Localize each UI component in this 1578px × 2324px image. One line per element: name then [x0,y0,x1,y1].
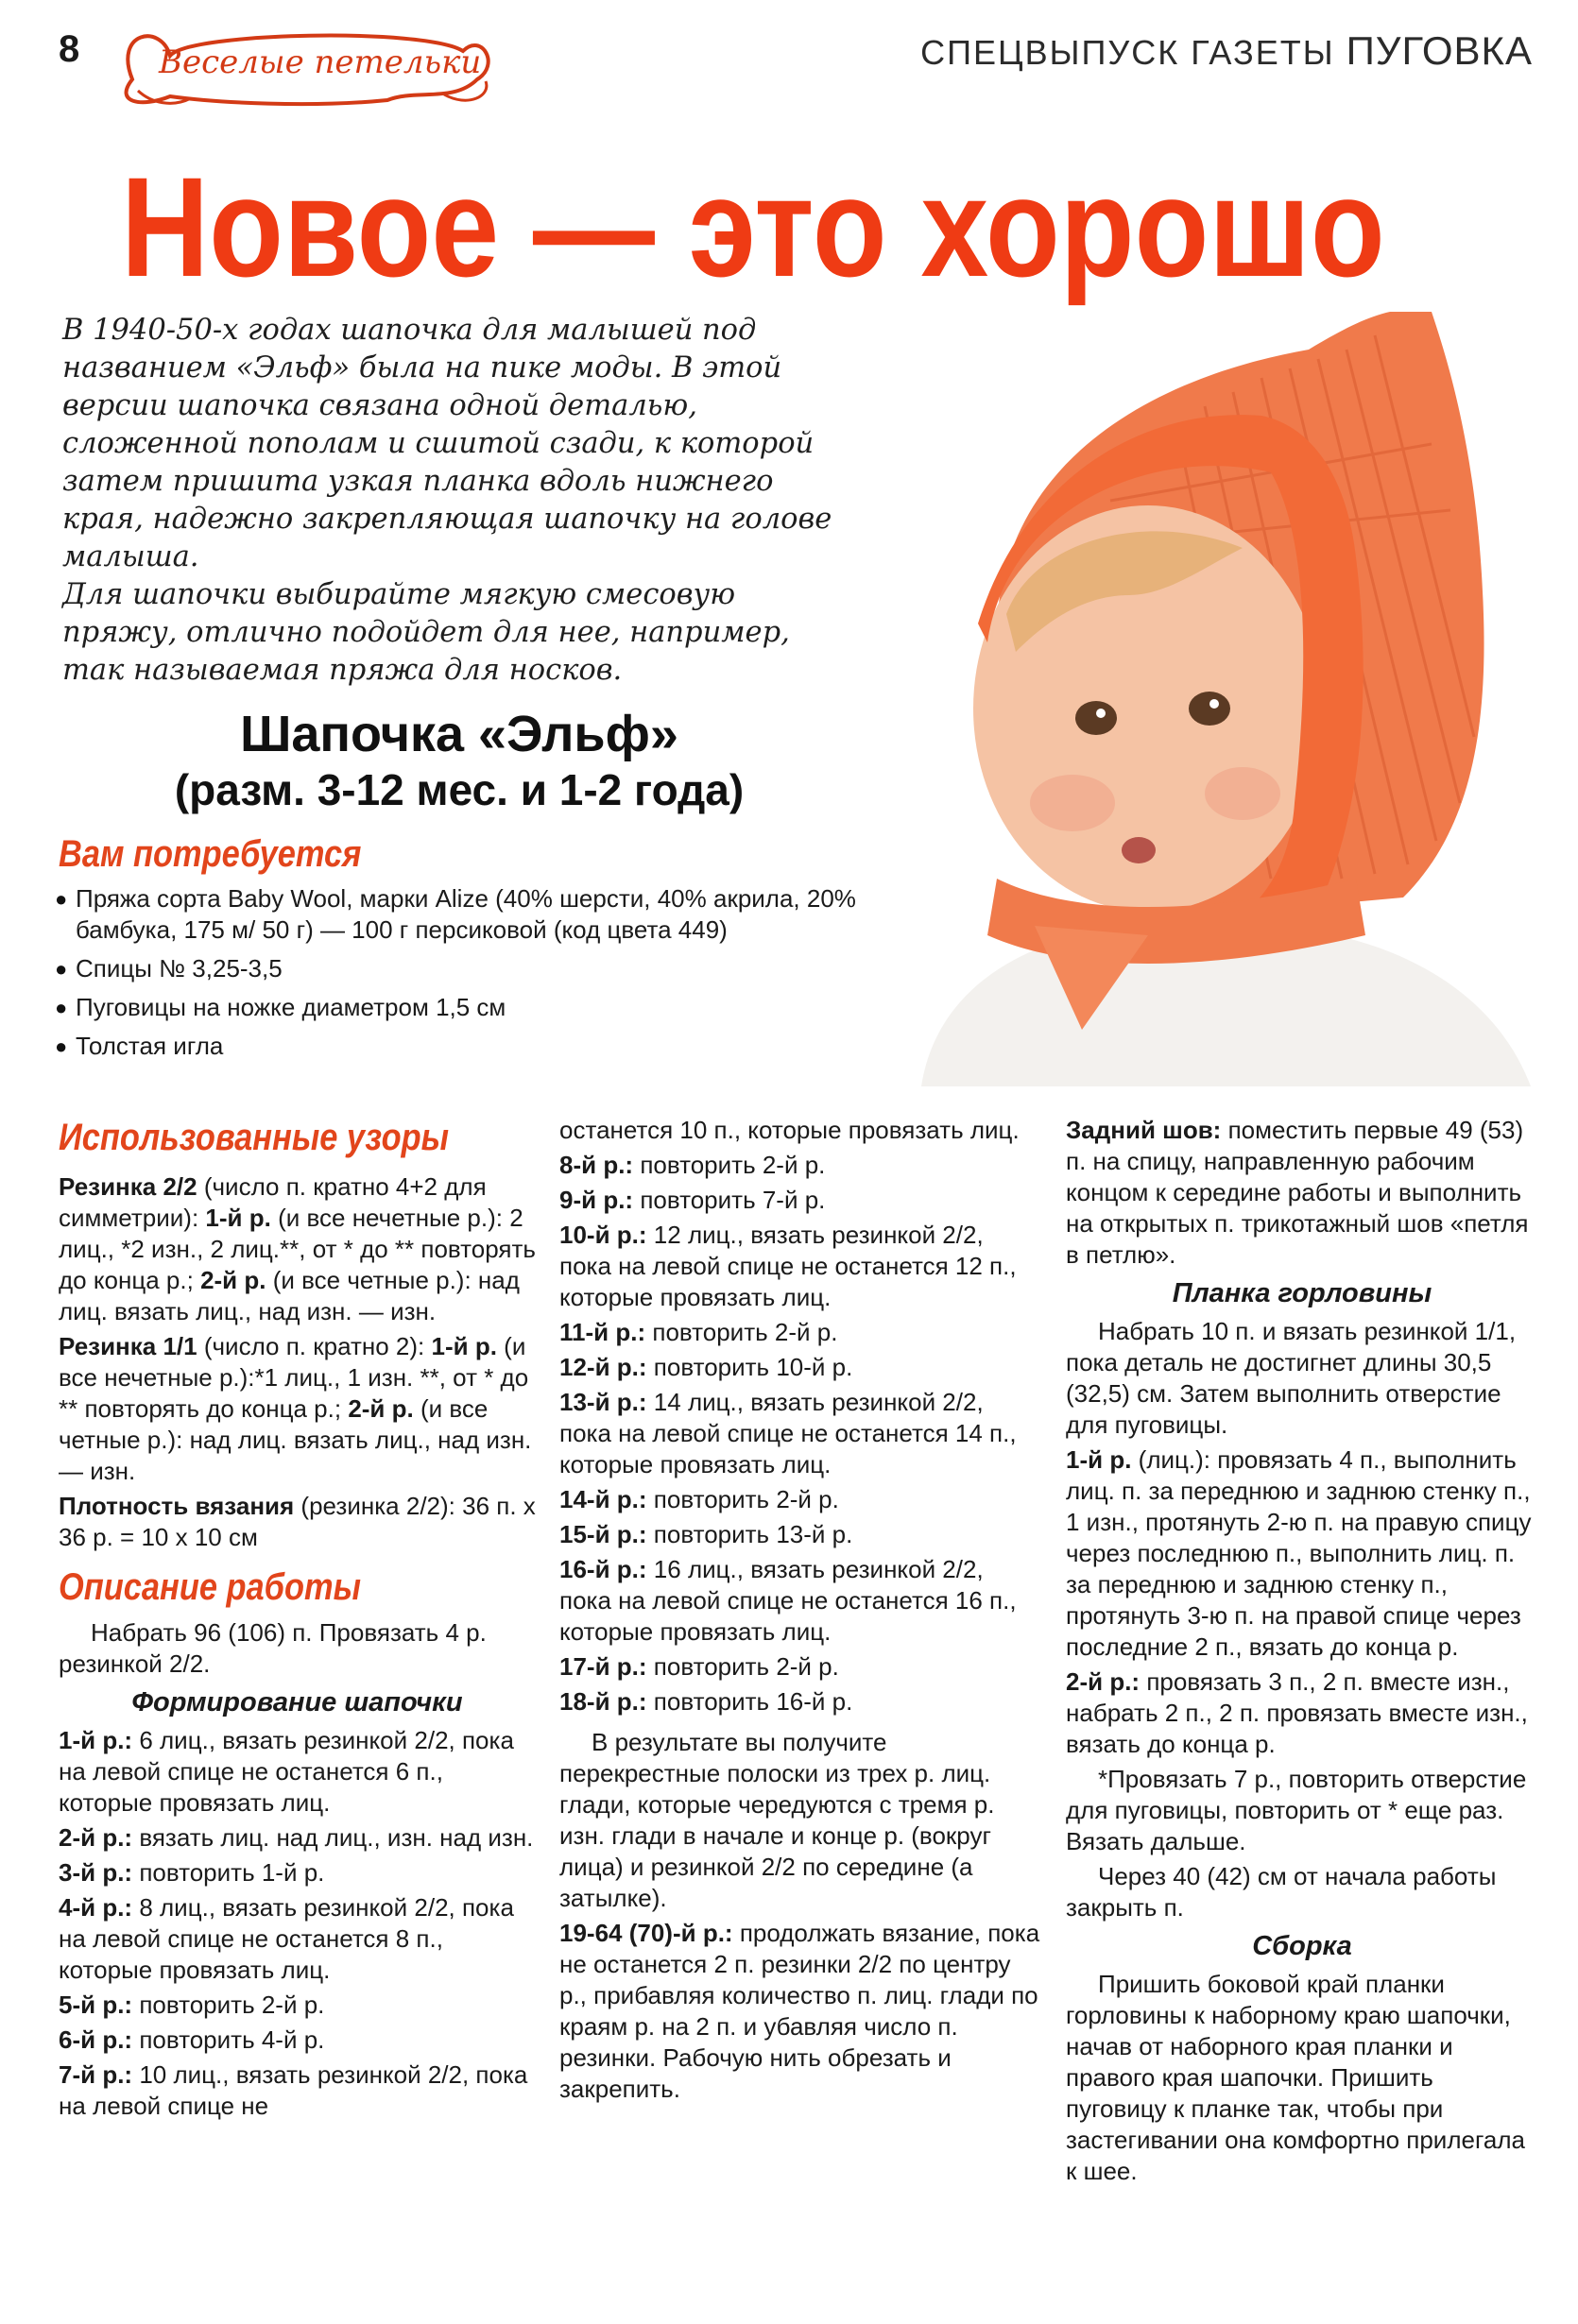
column-3 [1066,1115,1538,2191]
materials-heading: Вам потребуется [59,833,362,875]
row-paragraph [59,1990,536,2021]
row-label: 3-й р.: [59,1858,133,1887]
row-text: повторить 1-й р. [139,1858,325,1887]
row-text: повторить 2-й р. [640,1151,826,1179]
row-label: 19-64 (70)-й р.: [559,1919,733,1947]
masthead-brand: ПУГОВКА [1346,28,1533,73]
row-paragraph [559,1651,1041,1683]
row-text: 6 лиц., вязать резинкой 2/2, пока на левой спице не останется 6 п., которые провязать лиц. [59,1726,514,1817]
pattern-title-sizes: (разм. 3-12 мес. и 1-2 года) [174,765,745,814]
baby-elf-hat-photo [865,312,1531,1086]
row-text: продолжать вязание, пока не останется 2 п. резинки 2/2 по центру р., прибавляя количество п. лиц. глади по краям р. на 2 п. и убавляя число п. резинки. Рабочую нить обрезать и закрепить. [559,1919,1040,2103]
row-paragraph [59,1725,536,1819]
row-text: повторить 2-й р. [653,1485,839,1513]
bind-off-text: Через 40 (42) см от начала работы закрыть п. [1066,1862,1497,1922]
row-text: 12 лиц., вязать резинкой 2/2, пока на левой спице не останется 12 п., которые провязать лиц. [559,1221,1017,1311]
row-paragraph [559,1317,1041,1348]
row-label: 9-й р.: [559,1186,634,1214]
row-text: 8 лиц., вязать резинкой 2/2, пока на левой спице не останется 8 п., которые провязать лиц. [59,1893,514,1984]
work-heading: Описание работы [59,1566,361,1608]
row-label: 5-й р.: [59,1991,133,2019]
neck-row1-paragraph [1066,1444,1538,1663]
rib11-row2-label: 2-й р. [348,1394,414,1423]
rib11-title: Резинка 1/1 [59,1332,197,1360]
row-text: повторить 13-й р. [653,1520,853,1548]
back-seam-paragraph [1066,1115,1538,1271]
pattern-title-main: Шапочка «Эльф» [240,706,678,762]
row-label: 6-й р.: [59,2025,133,2054]
row-label: 13-й р.: [559,1388,647,1416]
row-paragraph [559,1918,1041,2105]
rib22-row2-label: 2-й р. [200,1266,266,1294]
row-paragraph [559,1185,1041,1216]
rib11-row2-text: (и все четные р.): над лиц. вязать лиц., над изн. — изн. [59,1394,532,1485]
masthead [920,28,1533,74]
row-text: 16 лиц., вязать резинкой 2/2, пока на левой спице не останется 16 п., которые провязать лиц. [559,1555,1017,1646]
row-continuation: останется 10 п., которые провязать лиц. [559,1116,1020,1144]
rib22-paragraph [59,1171,536,1327]
neck-row2-text: провязать 3 п., 2 п. вместе изн., набрать 2 п., 2 п. провязать вместе изн., вязать до конца р. [1066,1667,1528,1758]
row-label: 4-й р.: [59,1893,133,1922]
row-label: 16-й р.: [559,1555,647,1583]
rib22-row1-text: (и все нечетные р.): 2 лиц., *2 изн., 2 лиц.**, от * до ** повторять до конца р.; [59,1204,536,1294]
row-paragraph [59,1857,536,1888]
rubric-title: Веселые петельки [159,43,482,81]
materials-item: ● Толстая игла [55,1031,867,1062]
neck-band-intro: Набрать 10 п. и вязать резинкой 1/1, пока деталь не достигнет длины 30,5 (32,5) см. Затем выполнить отверстие для пуговицы. [1066,1317,1517,1439]
intro-paragraph: В 1940-50-х годах шапочка для малышей под названием «Эльф» была на пике моды. В этой версии шапочка связана одной деталью, сложенной пополам и сшитой сзади, к которой затем пришита узкая планка вдоль нижнего края, надежно закрепляющая шапочку на голове малыша. [62,314,832,573]
intro-paragraph: Для шапочки выбирайте мягкую смесовую пряжу, отлично подойдет для нее, например, так называемая пряжа для носков. [62,578,790,687]
materials-item: ● Пряжа сорта Baby Wool, марки Alize (40% шерсти, 40% акрила, 20% бамбука, 175 м/ 50 г) — 100 г персиковой (код цвета 449) [55,883,867,946]
row-paragraph [59,1892,536,1986]
neck-row1-label: 1-й р. [1066,1445,1132,1474]
neck-band-heading: Планка горловины [1172,1278,1432,1308]
neck-row2-paragraph [1066,1666,1538,1760]
row-paragraph [559,1387,1041,1480]
cast-on-text: Набрать 96 (106) п. Провязать 4 р. резинкой 2/2. [59,1618,487,1678]
row-text: повторить 2-й р. [139,1991,325,2019]
assembly-heading: Сборка [1252,1931,1352,1961]
row-paragraph [59,1822,536,1854]
row-text: повторить 2-й р. [652,1318,838,1346]
back-seam-text: поместить первые 49 (53) п. на спицу, направленную рабочим концом к середине работы и выполнить на открытых п. трикотажный шов «петля в петлю». [1066,1116,1529,1269]
neck-row2-label: 2-й р.: [1066,1667,1141,1696]
row-paragraph [559,1220,1041,1313]
article-headline: Новое — это хорошо [121,147,1385,306]
row-text: повторить 16-й р. [653,1687,853,1716]
row-paragraph [59,2025,536,2056]
density-text: (резинка 2/2): 36 п. х 36 р. = 10 х 10 см [59,1492,536,1551]
row-paragraph [59,2059,536,2122]
materials-item: ● Спицы № 3,25-3,5 [55,953,867,984]
masthead-prefix: СПЕЦВЫПУСК ГАЗЕТЫ [920,33,1335,72]
rib11-paragraph [59,1331,536,1487]
row-text: 10 лиц., вязать резинкой 2/2, пока на левой спице не [59,2060,528,2120]
row-label: 7-й р.: [59,2060,133,2089]
back-seam-label: Задний шов: [1066,1116,1222,1144]
row-label: 10-й р.: [559,1221,647,1249]
row-paragraph [559,1150,1041,1181]
rib22-row2-text: (и все четные р.): над лиц. вязать лиц., над изн. — изн. [59,1266,520,1325]
column-2 [559,1115,1041,2109]
row-paragraph [559,1686,1041,1717]
row-label: 11-й р.: [559,1318,646,1346]
rib22-note: (число п. кратно 4+2 для симметрии): [59,1172,487,1232]
patterns-heading: Использованные узоры [59,1117,449,1158]
row-paragraph [559,1352,1041,1383]
rib22-row1-label: 1-й р. [205,1204,271,1232]
density-paragraph [59,1491,536,1553]
row-label: 17-й р.: [559,1652,647,1681]
column-1 [59,1171,536,2126]
row-label: 18-й р.: [559,1687,647,1716]
row-text: 14 лиц., вязать резинкой 2/2, пока на левой спице не останется 14 п., которые провязать лиц. [559,1388,1017,1478]
row-text: повторить 10-й р. [653,1353,853,1381]
forming-heading: Формирование шапочки [131,1687,463,1717]
assembly-text: Пришить боковой край планки горловины к наборному краю шапочки, начав от наборного края планки и правого края шапочки. Пришить пуговицу к планке так, чтобы при застегивании она комфортно прилегала к шее. [1066,1970,1525,2185]
row-label: 14-й р.: [559,1485,647,1513]
row-label: 15-й р.: [559,1520,647,1548]
rib11-row1-label: 1-й р. [431,1332,497,1360]
row-paragraph [559,1519,1041,1550]
row-text: повторить 2-й р. [653,1652,839,1681]
rib11-row1-text: (и все нечетные р.):*1 лиц., 1 изн. **, от * до ** повторять до конца р.; [59,1332,529,1423]
result-text: В результате вы получите перекрестные полоски из трех р. лиц. глади, которые чередуются с тремя р. изн. глади в начале и конце р. (вокруг лица) и резинкой 2/2 по середине (а затылке). [559,1728,995,1912]
neck-row1-text: (лиц.): провязать 4 п., выполнить лиц. п. за переднюю и заднюю стенку п., 1 изн., протянуть 2-ю п. на правую спицу через последнюю п., выполнить лиц. п. за переднюю и заднюю стенку п., протянуть 3-ю п. на правой спице через последние 2 п., вязать до конца р. [1066,1445,1532,1661]
row-label: 1-й р.: [59,1726,133,1754]
density-title: Плотность вязания [59,1492,295,1520]
row-paragraph [559,1484,1041,1515]
row-text: повторить 7-й р. [640,1186,826,1214]
materials-item: ● Пуговицы на ножке диаметром 1,5 см [55,992,867,1023]
repeat-text: *Провязать 7 р., повторить отверстие для пуговицы, повторить от * еще раз. Вязать дальше. [1066,1765,1527,1855]
row-label: 12-й р.: [559,1353,647,1381]
row-text: повторить 4-й р. [139,2025,325,2054]
rib11-note: (число п. кратно 2): [203,1332,425,1360]
pattern-title [62,704,856,815]
row-label: 2-й р.: [59,1823,133,1852]
row-label: 8-й р.: [559,1151,634,1179]
rib22-title: Резинка 2/2 [59,1172,197,1201]
page-number: 8 [59,28,80,70]
intro-text [62,312,847,690]
row-paragraph [559,1554,1041,1648]
materials-list [55,883,867,1069]
row-text: вязать лиц. над лиц., изн. над изн. [139,1823,534,1852]
